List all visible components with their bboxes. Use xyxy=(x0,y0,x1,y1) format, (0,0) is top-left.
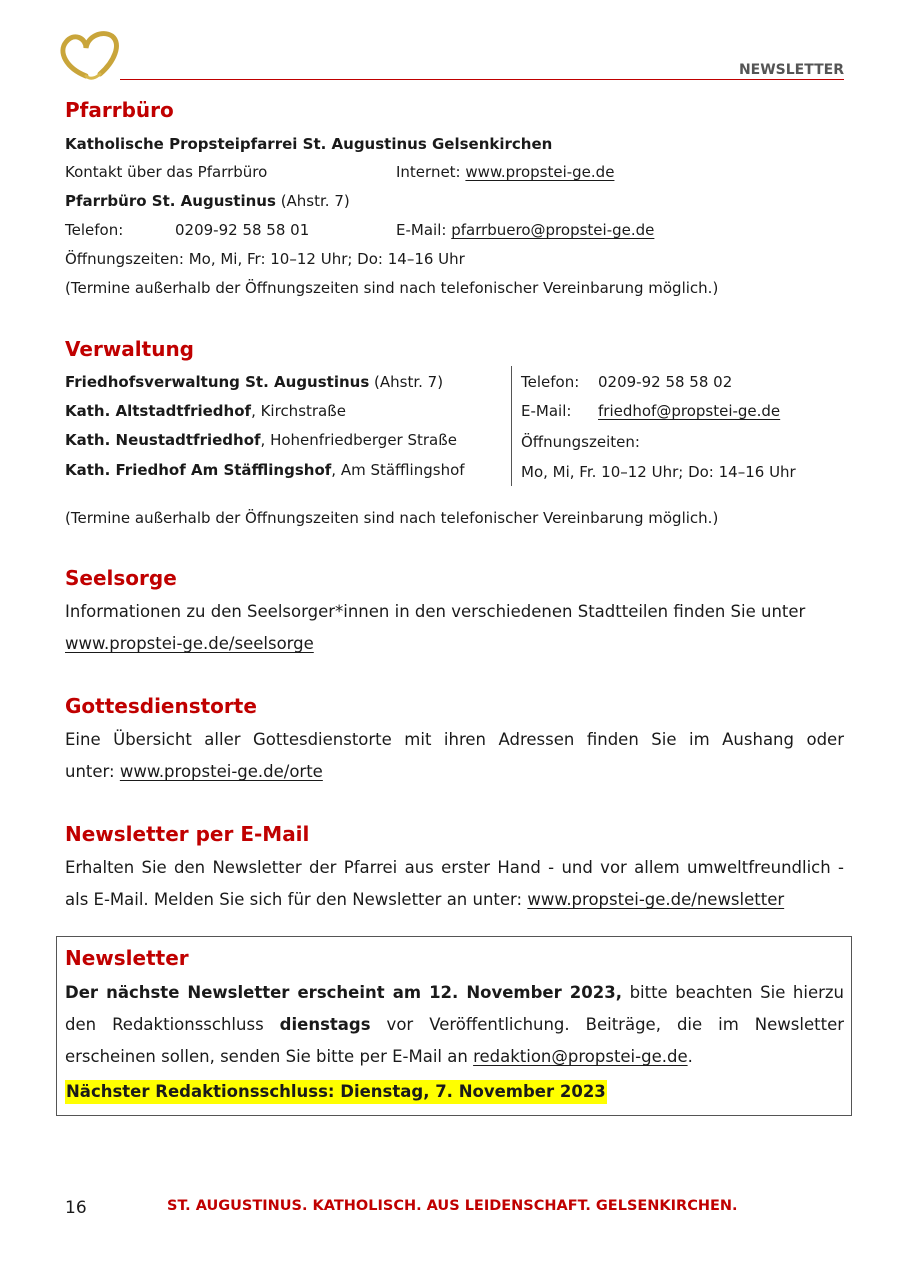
deadline-text: Nächster Redaktionsschluss: Dienstag, 7. November 2023 xyxy=(66,1082,606,1101)
entry-name: Kath. Friedhof Am Stäfflingshof xyxy=(65,461,332,479)
section-title-seelsorge: Seelsorge xyxy=(65,566,177,590)
section-title-gottesdienstorte: Gottesdienstorte xyxy=(65,694,257,718)
entry-detail: , Hohenfriedberger Straße xyxy=(260,431,457,449)
verwaltung-entry xyxy=(65,430,457,450)
internet-label: Internet: xyxy=(396,163,461,181)
verwaltung-note: (Termine außerhalb der Öffnungszeiten sind nach telefonischer Vereinbarung möglich.) xyxy=(65,509,719,527)
verwaltung-phone-label: Telefon: xyxy=(521,373,580,391)
verwaltung-phone: 0209-92 58 58 02 xyxy=(598,373,733,391)
section-title-verwaltung: Verwaltung xyxy=(65,337,194,361)
entry-name: Friedhofsverwaltung St. Augustinus xyxy=(65,373,370,391)
page-number: 16 xyxy=(65,1198,87,1218)
verwaltung-entry xyxy=(65,460,465,480)
box-text-part1: bitte beachten Sie hierzu den Redaktionsschluss xyxy=(65,983,845,1034)
verwaltung-email-link[interactable]: friedhof@propstei-ge.de xyxy=(598,402,781,420)
gottesdienstorte-link[interactable]: www.propstei-ge.de/orte xyxy=(119,762,323,781)
heart-logo-icon xyxy=(56,28,122,82)
section-title-newsletter-email: Newsletter per E-Mail xyxy=(65,822,310,846)
gottesdienstorte-text xyxy=(65,724,844,756)
office-note: (Termine außerhalb der Öffnungszeiten sind nach telefonischer Vereinbarung möglich.) xyxy=(65,279,719,297)
phone-number: 0209-92 58 58 01 xyxy=(175,221,310,239)
entry-name: Kath. Neustadtfriedhof xyxy=(65,431,261,449)
seelsorge-link[interactable]: www.propstei-ge.de/seelsorge xyxy=(65,634,314,653)
entry-detail: , Am Stäfflingshof xyxy=(331,461,465,479)
newsletter-email-prefix: als E-Mail. Melden Sie sich für den Newsletter an unter: xyxy=(65,890,523,909)
office-row xyxy=(65,191,350,211)
box-text-end: . xyxy=(687,1047,693,1066)
entry-name: Kath. Altstadtfriedhof xyxy=(65,402,252,420)
internet-row xyxy=(396,162,614,182)
email-row xyxy=(396,220,654,240)
office-name: Pfarrbüro St. Augustinus xyxy=(65,192,276,210)
column-divider xyxy=(511,366,512,486)
office-address: (Ahstr. 7) xyxy=(280,192,350,210)
gottesdienstorte-line1: Eine Übersicht aller Gottesdienstorte mit ihren Adressen finden Sie im Aushang oder xyxy=(65,730,844,749)
entry-detail: (Ahstr. 7) xyxy=(369,373,444,391)
office-hours: Öffnungszeiten: Mo, Mi, Fr: 10–12 Uhr; Do: 14–16 Uhr xyxy=(65,250,465,268)
newsletter-email-line2 xyxy=(65,884,784,916)
header-rule xyxy=(120,79,844,80)
email-link[interactable]: pfarrbuero@propstei-ge.de xyxy=(451,221,655,239)
logo xyxy=(56,28,122,82)
verwaltung-hours-label: Öffnungszeiten: xyxy=(521,433,640,451)
gottesdienstorte-line2 xyxy=(65,756,323,788)
org-name: Katholische Propsteipfarrei St. Augustinus Gelsenkirchen xyxy=(65,135,553,153)
box-text-part2: vor Veröffentlichung. Beiträge, die im Newsletter erscheinen sollen, senden Sie bitte per E-Mail an xyxy=(65,1015,845,1066)
newsletter-email-text xyxy=(65,852,844,884)
contact-text: Kontakt über das Pfarrbüro xyxy=(65,163,268,181)
internet-link[interactable]: www.propstei-ge.de xyxy=(465,163,615,181)
next-issue-date: Der nächste Newsletter erscheint am 12. November 2023, xyxy=(65,983,623,1002)
footer-slogan: ST. AUGUSTINUS. KATHOLISCH. AUS LEIDENSCHAFT. GELSENKIRCHEN. xyxy=(167,1198,738,1214)
verwaltung-email-label: E-Mail: xyxy=(521,402,572,420)
seelsorge-text: Informationen zu den Seelsorger*innen in den verschiedenen Stadtteilen finden Sie unter xyxy=(65,602,806,621)
phone-label: Telefon: xyxy=(65,221,124,239)
deadline-highlight xyxy=(65,1080,607,1104)
section-title-pfarrbuero: Pfarrbüro xyxy=(65,98,174,122)
verwaltung-entry xyxy=(65,372,443,392)
redaktion-email-link[interactable]: redaktion@propstei-ge.de xyxy=(473,1047,688,1066)
newsletter-link[interactable]: www.propstei-ge.de/newsletter xyxy=(527,890,785,909)
header-label: NEWSLETTER xyxy=(738,62,844,78)
newsletter-box-text xyxy=(65,977,844,1073)
newsletter-email-line1: Erhalten Sie den Newsletter der Pfarrei aus erster Hand - und vor allem umweltfreundlich - xyxy=(65,858,844,877)
entry-detail: , Kirchstraße xyxy=(251,402,346,420)
newsletter-box-title: Newsletter xyxy=(65,946,189,970)
weekday-bold: dienstags xyxy=(279,1015,371,1034)
verwaltung-entry xyxy=(65,401,346,421)
email-label: E-Mail: xyxy=(396,221,447,239)
gottesdienstorte-prefix: unter: xyxy=(65,762,115,781)
verwaltung-hours: Mo, Mi, Fr. 10–12 Uhr; Do: 14–16 Uhr xyxy=(521,463,796,481)
